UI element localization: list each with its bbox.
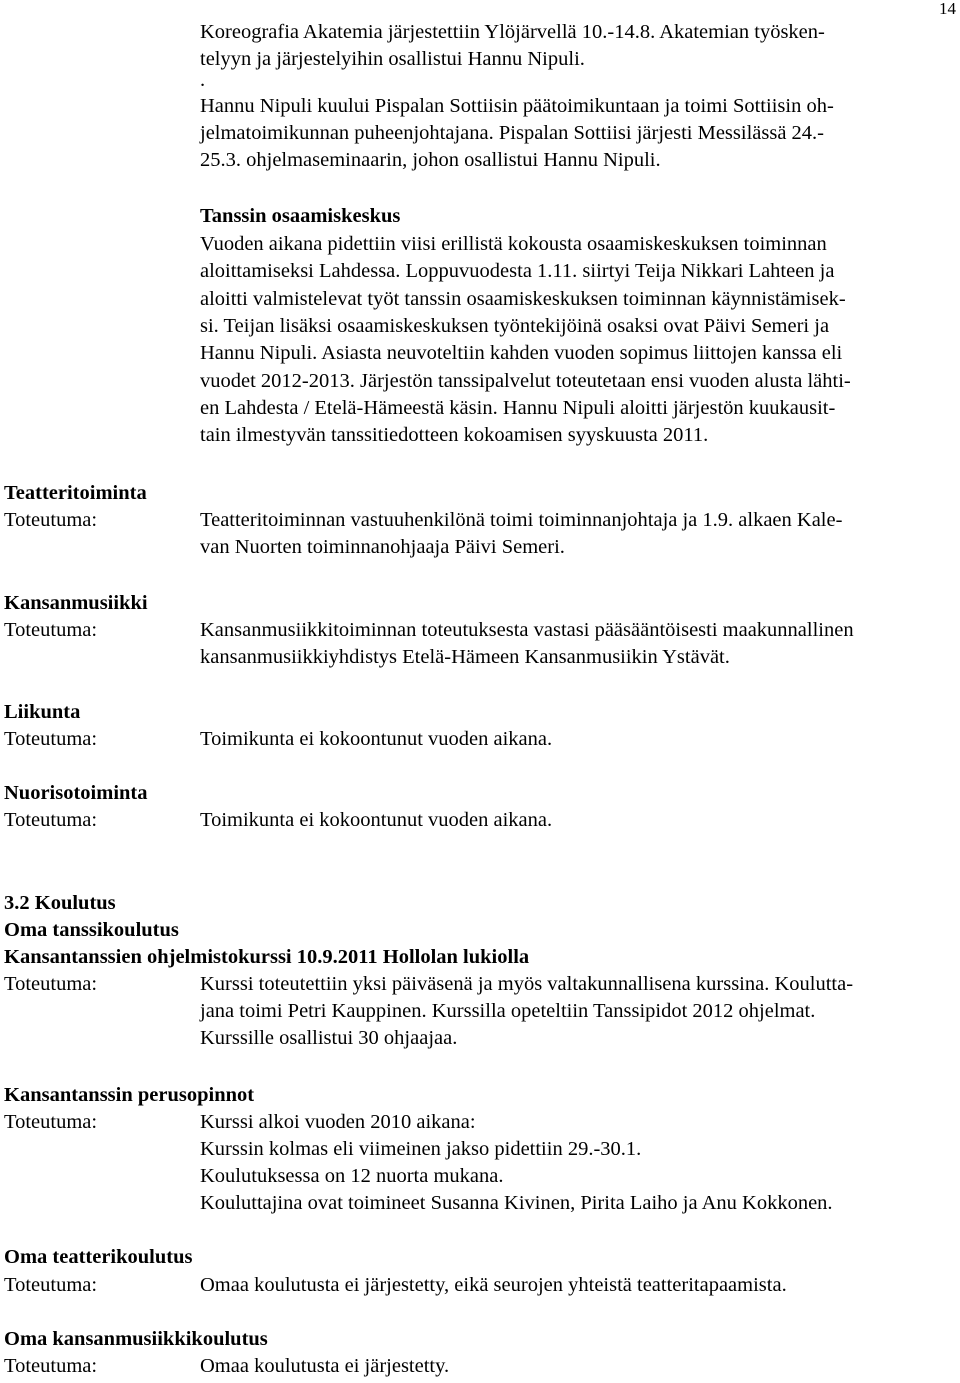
section-line: Kansanmusiikkitoiminnan toteutuksesta vastasi pääsääntöisesti maakunnallinen <box>200 619 854 641</box>
toteutuma-label: Toteutuma: <box>4 1111 98 1133</box>
intro-line: telyyn ja järjestelyihin osallistui Hannu Nipuli. <box>200 48 585 70</box>
section-line: Toimikunta ei kokoontunut vuoden aikana. <box>200 809 553 831</box>
perusopinnot-line: Kouluttajina ovat toimineet Susanna Kivinen, Pirita Laiho ja Anu Kokkonen. <box>200 1192 833 1214</box>
section-heading-liikunta: Liikunta <box>4 701 81 723</box>
perusopinnot-line: Kurssi alkoi vuoden 2010 aikana: <box>200 1111 476 1133</box>
tanssi-line: Hannu Nipuli. Asiasta neuvoteltiin kahden vuoden sopimus liittojen kanssa eli <box>200 342 843 364</box>
perusopinnot-heading: Kansantanssin perusopinnot <box>4 1084 255 1106</box>
section-line: Teatteritoiminnan vastuuhenkilönä toimi toiminnanjohtaja ja 1.9. alkaen Kale- <box>200 509 843 531</box>
kansanmusiikkikoulutus-heading: Oma kansanmusiikkikoulutus <box>4 1328 268 1350</box>
section-line: kansanmusiikkiyhdistys Etelä-Hämeen Kansanmusiikin Ystävät. <box>200 646 730 668</box>
koulutus-subheading: Oma tanssikoulutus <box>4 919 179 941</box>
section-heading-kansanmusiikki: Kansanmusiikki <box>4 592 148 614</box>
toteutuma-label: Toteutuma: <box>4 973 98 995</box>
intro-line: Koreografia Akatemia järjestettiin Ylöjärvellä 10.-14.8. Akatemian työsken- <box>200 21 825 43</box>
tanssi-line: aloittamiseksi Lahdessa. Loppuvuodesta 1.11. siirtyi Teija Nikkari Lahteen ja <box>200 260 835 282</box>
kurssi-line: Kurssille osallistui 30 ohjaajaa. <box>200 1027 458 1049</box>
toteutuma-label: Toteutuma: <box>4 619 98 641</box>
kurssi-line: Kurssi toteutettiin yksi päiväsenä ja myös valtakunnallisena kurssina. Kouluttа- <box>200 973 854 995</box>
section-heading-nuorisotoiminta: Nuorisotoiminta <box>4 782 148 804</box>
toteutuma-label: Toteutuma: <box>4 1355 98 1377</box>
kurssi-heading: Kansantanssien ohjelmistokurssi 10.9.2011 Hollolan lukiolla <box>4 946 530 968</box>
toteutuma-label: Toteutuma: <box>4 809 98 831</box>
tanssi-heading: Tanssin osaamiskeskus <box>200 205 401 227</box>
toteutuma-label: Toteutuma: <box>4 728 98 750</box>
intro-line: . <box>200 69 206 91</box>
teatterikoulutus-heading: Oma teatterikoulutus <box>4 1246 193 1268</box>
kurssi-line: jana toimi Petri Kauppinen. Kurssilla opeteltiin Tanssipidot 2012 ohjelmat. <box>200 1000 816 1022</box>
perusopinnot-line: Kurssin kolmas eli viimeinen jakso pidettiin 29.-30.1. <box>200 1138 642 1160</box>
koulutus-heading: 3.2 Koulutus <box>4 892 116 914</box>
intro-line: 25.3. ohjelmaseminaarin, johon osallistui Hannu Nipuli. <box>200 149 661 171</box>
section-heading-teatteri: Teatteritoiminta <box>4 482 147 504</box>
perusopinnot-line: Koulutuksessa on 12 nuorta mukana. <box>200 1165 504 1187</box>
section-line: Toimikunta ei kokoontunut vuoden aikana. <box>200 728 553 750</box>
tanssi-line: aloitti valmistelevat työt tanssin osaamiskeskuksen toiminnan käynnistämisek- <box>200 288 846 310</box>
section-line: van Nuorten toiminnanohjaaja Päivi Semeri. <box>200 536 565 558</box>
intro-line: Hannu Nipuli kuului Pispalan Sottiisin päätoimikuntaan ja toimi Sottiisin oh- <box>200 95 834 117</box>
tanssi-line: Vuoden aikana pidettiin viisi erillistä kokousta osaamiskeskuksen toiminnan <box>200 233 827 255</box>
tanssi-line: vuodet 2012-2013. Järjestön tanssipalvelut toteutetaan ensi vuoden alusta lähti- <box>200 370 851 392</box>
intro-line: jelmatoimikunnan puheenjohtajana. Pispalan Sottiisi järjesti Messilässä 24.- <box>200 122 825 144</box>
toteutuma-label: Toteutuma: <box>4 1274 98 1296</box>
tanssi-line: si. Teijan lisäksi osaamiskeskuksen työntekijöinä osaksi ovat Päivi Semeri ja <box>200 315 830 337</box>
tanssi-line: en Lahdesta / Etelä-Hämeestä käsin. Hannu Nipuli aloitti järjestön kuukausit- <box>200 397 836 419</box>
tanssi-line: tain ilmestyvän tanssitiedotteen kokoamisen syyskuusta 2011. <box>200 424 709 446</box>
toteutuma-label: Toteutuma: <box>4 509 98 531</box>
teatterikoulutus-line: Omaa koulutusta ei järjestetty, eikä seurojen yhteistä teatteritapaamista. <box>200 1274 787 1296</box>
page-number: 14 <box>939 0 956 18</box>
kansanmusiikkikoulutus-line: Omaa koulutusta ei järjestetty. <box>200 1355 450 1377</box>
